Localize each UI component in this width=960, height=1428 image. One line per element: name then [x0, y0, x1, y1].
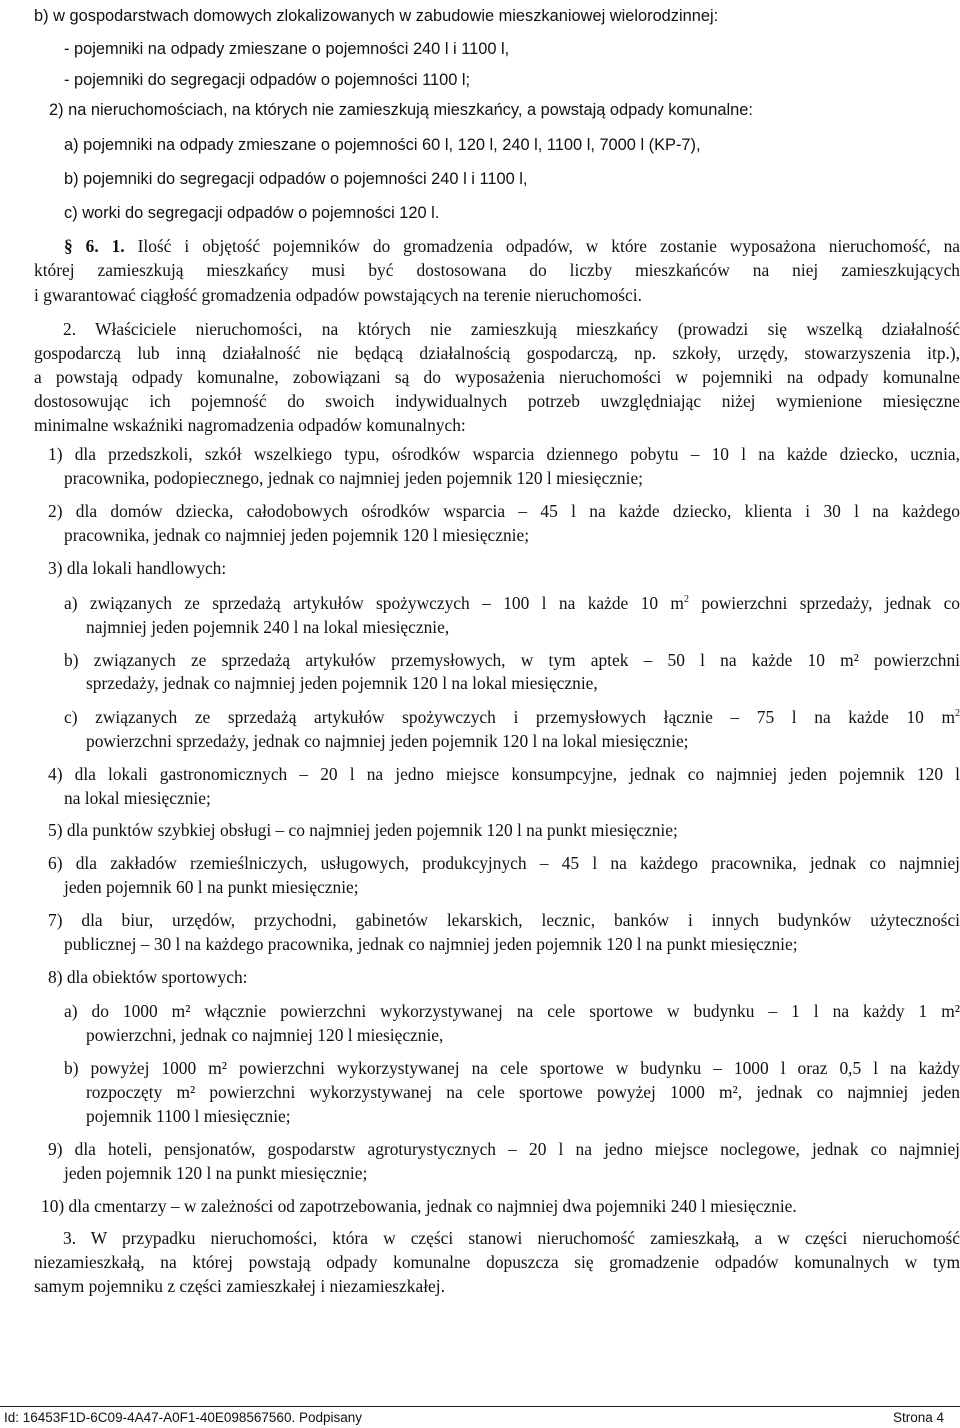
list-subitem: b) pojemniki do segregacji odpadów o pojemności 240 l i 1100 l,	[64, 170, 528, 188]
list-item-line: jeden pojemnik 120 l na punkt miesięcznie;	[64, 1163, 368, 1183]
list-item-1: 1) dla przedszkoli, szkół wszelkiego typu, ośrodków wsparcia dziennego pobytu – 10 l na każde dziecko, ucznia,	[48, 444, 960, 464]
list-subitem-3c: c) związanych ze sprzedażą artykułów spożywczych i przemysłowych łącznie – 75 l na każde 10 $m^2$	[64, 707, 960, 727]
list-item-line: pracownika, jednak co najmniej jeden pojemnik 120 l miesięcznie;	[64, 525, 530, 545]
list-item-line: publicznej – 30 l na każdego pracownika, jednak co najmniej jeden pojemnik 120 l na punkt miesięcznie;	[64, 934, 798, 954]
list-item-7: 7) dla biur, urzędów, przychodni, gabinetów lekarskich, lecznic, banków i innych budynków użyteczności	[48, 910, 960, 930]
paragraph-line: 3. W przypadku nieruchomości, która w części stanowi nieruchomość zamieszkałą, a w części nieruchomość	[63, 1228, 960, 1248]
list-item-line: jeden pojemnik 60 l na punkt miesięcznie;	[64, 877, 359, 897]
list-subitem-8b: b) powyżej 1000 m² powierzchni wykorzystywanej na cele sportowe w budynku – 1000 l oraz 0,5 l na każdy	[64, 1058, 960, 1078]
paragraph-line: której zamieszkują mieszkańcy musi być dostosowana do liczby mieszkańców na niej zamieszkujących	[34, 260, 960, 280]
list-item-line: powierzchni, jednak co najmniej 120 l miesięcznie,	[86, 1025, 444, 1045]
section-label: § 6.	[64, 236, 99, 256]
list-item-3: 3) dla lokali handlowych:	[48, 558, 227, 578]
list-item-6: 6) dla zakładów rzemieślniczych, usługowych, produkcyjnych – 45 l na każdego pracownika, jednak co najmniej	[48, 853, 960, 873]
list-subitem-3b: b) związanych ze sprzedażą artykułów przemysłowych, w tym aptek – 50 l na każde 10 m² powierzchni	[64, 650, 960, 670]
paragraph-line: gospodarczą lub inną działalność nie będącą działalnością gospodarczą, np. szkoły, urzędy, stowarzyszenia itp.),	[34, 343, 960, 363]
list-item-2: 2) na nieruchomościach, na których nie zamieszkują mieszkańcy, a powstają odpady komunalne:	[49, 101, 753, 119]
list-subitem: c) worki do segregacji odpadów o pojemności 120 l.	[64, 204, 440, 222]
paragraph-line: niezamieszkałą, na której powstają odpady komunalne dopuszcza się gromadzenie odpadów komunalnych w tym	[34, 1252, 960, 1272]
list-item-b: b) w gospodarstwach domowych zlokalizowanych w zabudowie mieszkaniowej wielorodzinnej:	[34, 7, 719, 25]
list-subitem-3a: a) związanych ze sprzedażą artykułów spożywczych – 100 l na każde 10 $m^2$ powierzchni sprzedaży, jednak co	[64, 593, 960, 613]
list-subitem-8a: a) do 1000 m² włącznie powierzchni wykorzystywanej na cele sportowe w budynku – 1 l na każdy 1 m²	[64, 1001, 960, 1021]
footer-divider	[0, 1406, 960, 1407]
paragraph-line: i gwarantować ciągłość gromadzenia odpadów powstających na terenie nieruchomości.	[34, 285, 642, 305]
list-item-10: 10) dla cmentarzy – w zależności od zapotrzebowania, jednak co najmniej dwa pojemniki 240 l miesięcznie.	[41, 1196, 797, 1216]
list-item-line: sprzedaży, jednak co najmniej jeden pojemnik 120 l na lokal miesięcznie,	[86, 673, 598, 693]
paragraph-line: a powstają odpady komunalne, zobowiązani są do wyposażenia nieruchomości w pojemniki na odpady komunalne	[34, 367, 960, 387]
paragraph-6-1-line: § 6. 1. Ilość i objętość pojemników do gromadzenia odpadów, w które zostanie wyposażona nieruchomość, na	[64, 236, 960, 256]
list-item-8: 8) dla obiektów sportowych:	[48, 967, 248, 987]
list-item-line: powierzchni sprzedaży, jednak co najmniej jeden pojemnik 120 l na lokal miesięcznie;	[86, 731, 689, 751]
paragraph-line: minimalne wskaźniki nagromadzenia odpadów komunalnych:	[34, 415, 466, 435]
paragraph-line: samym pojemniku z części zamieszkałej i niezamieszkałej.	[34, 1276, 445, 1296]
list-subitem: - pojemniki do segregacji odpadów o pojemności 1100 l;	[64, 71, 471, 89]
list-item-9: 9) dla hoteli, pensjonatów, gospodarstw agroturystycznych – 20 l na jedno miejsce noclegowe, jednak co najmniej	[48, 1139, 960, 1159]
list-item-line: rozpoczęty m² powierzchni wykorzystywanej na cele sportowe powyżej 1000 m², jednak co najmniej jeden	[86, 1082, 960, 1102]
footer-document-id: Id: 16453F1D-6C09-4A47-A0F1-40E098567560. Podpisany	[4, 1410, 362, 1425]
footer-page-number: Strona 4	[892, 1410, 944, 1425]
list-subitem: - pojemniki na odpady zmieszane o pojemności 240 l i 1100 l,	[64, 40, 510, 58]
list-item-2: 2) dla domów dziecka, całodobowych ośrodków wsparcia – 45 l na każde dziecko, klienta i 30 l na każdego	[48, 501, 960, 521]
list-item-line: na lokal miesięcznie;	[64, 788, 211, 808]
list-item-4: 4) dla lokali gastronomicznych – 20 l na jedno miejsce konsumpcyjne, jednak co najmniej jeden pojemnik 120 l	[48, 764, 960, 784]
paragraph-line: dostosowując ich pojemność do swoich indywidualnych potrzeb uwzględniając niżej wymienione miesięczne	[34, 391, 960, 411]
list-item-5: 5) dla punktów szybkiej obsługi – co najmniej jeden pojemnik 120 l na punkt miesięcznie;	[48, 820, 678, 840]
list-item-line: najmniej jeden pojemnik 240 l na lokal miesięcznie,	[86, 617, 450, 637]
paragraph-number: 1.	[111, 236, 125, 256]
paragraph-line: 2. Właściciele nieruchomości, na których nie zamieszkują mieszkańcy (prowadzi się wszelką działalność	[63, 319, 960, 339]
list-item-line: pracownika, podopiecznego, jednak co najmniej jeden pojemnik 120 l miesięcznie;	[64, 468, 644, 488]
list-subitem: a) pojemniki na odpady zmieszane o pojemności 60 l, 120 l, 240 l, 1100 l, 7000 l (KP-7),	[64, 136, 701, 154]
list-item-line: pojemnik 1100 l miesięcznie;	[86, 1106, 291, 1126]
